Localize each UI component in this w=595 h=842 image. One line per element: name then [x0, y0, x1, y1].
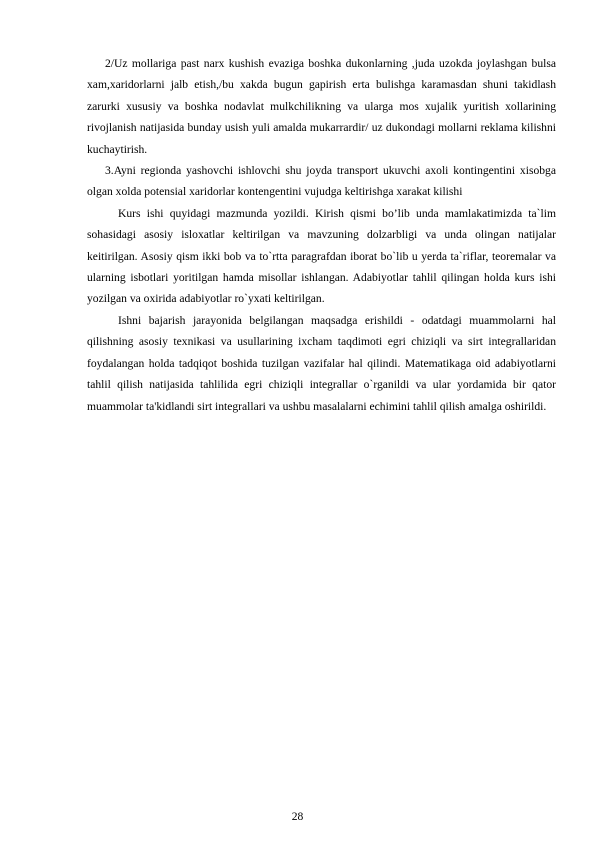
paragraph-1: 2/Uz mollariga past narx kushish evaziga boshka dukonlarning ,juda uzokda joylashgan bulsa xam,xaridorlarni jalb etish,/bu xakda bugun gapirish erta bulishga karamasdan shuni takidlash zarurki xususiy va boshka nodavlat mulkchilikning va ularga mos xujalik yuritish xollarining rivojlanish natijasida bunday usish yuli amalda mukarrardir/ uz dukondagi mollarni reklama kilishni kuchaytirish. — [87, 57, 556, 156]
page-number: 28 — [291, 810, 304, 823]
paragraph-4: Ishni bajarish jarayonida belgilangan maqsadga erishildi - odatdagi muammolarni hal qilishning asosiy texnikasi va usullarining ixcham taqdimoti egri chiziqli va sirt integrallaridan foydalangan holda tadqiqot boshida tuzilgan vazifalar hal qilindi. Matematikaga oid adabiyotlarni tahlil qilish natijasida tahlilida egri chiziqli integrallar o`rganildi va ular yordamida bir qator muammolar ta'kidlandi sirt integrallari va ushbu masalalarni echimini tahlil qilish amalga oshirildi. — [87, 313, 556, 413]
paragraph-2: 3.Ayni regionda yashovchi ishlovchi shu joyda transport ukuvchi axoli kontingentini xisobga olgan xolda potensial xaridorlar kontengentini vujudga keltirishga xarakat kilishi — [87, 164, 556, 199]
paragraph-3: Kurs ishi quyidagi mazmunda yozildi. Kirish qismi bo’lib unda mamlakatimizda ta`lim sohasidagi asosiy isloxatlar keltirilgan va mavzuning dolzarbligi va unda olingan natijalar keitirilgan. Asosiy qism ikki bob va to`rtta paragrafdan iborat bo`lib u yerda ta`riflar, teoremalar va ularning isbotlari yoritilgan hamda misollar ishlangan. Adabiyotlar tahlil qilingan holda kurs ishi yozilgan va oxirida adabiyotlar ro`yxati keltirilgan. — [87, 206, 556, 306]
document-body — [87, 53, 556, 417]
